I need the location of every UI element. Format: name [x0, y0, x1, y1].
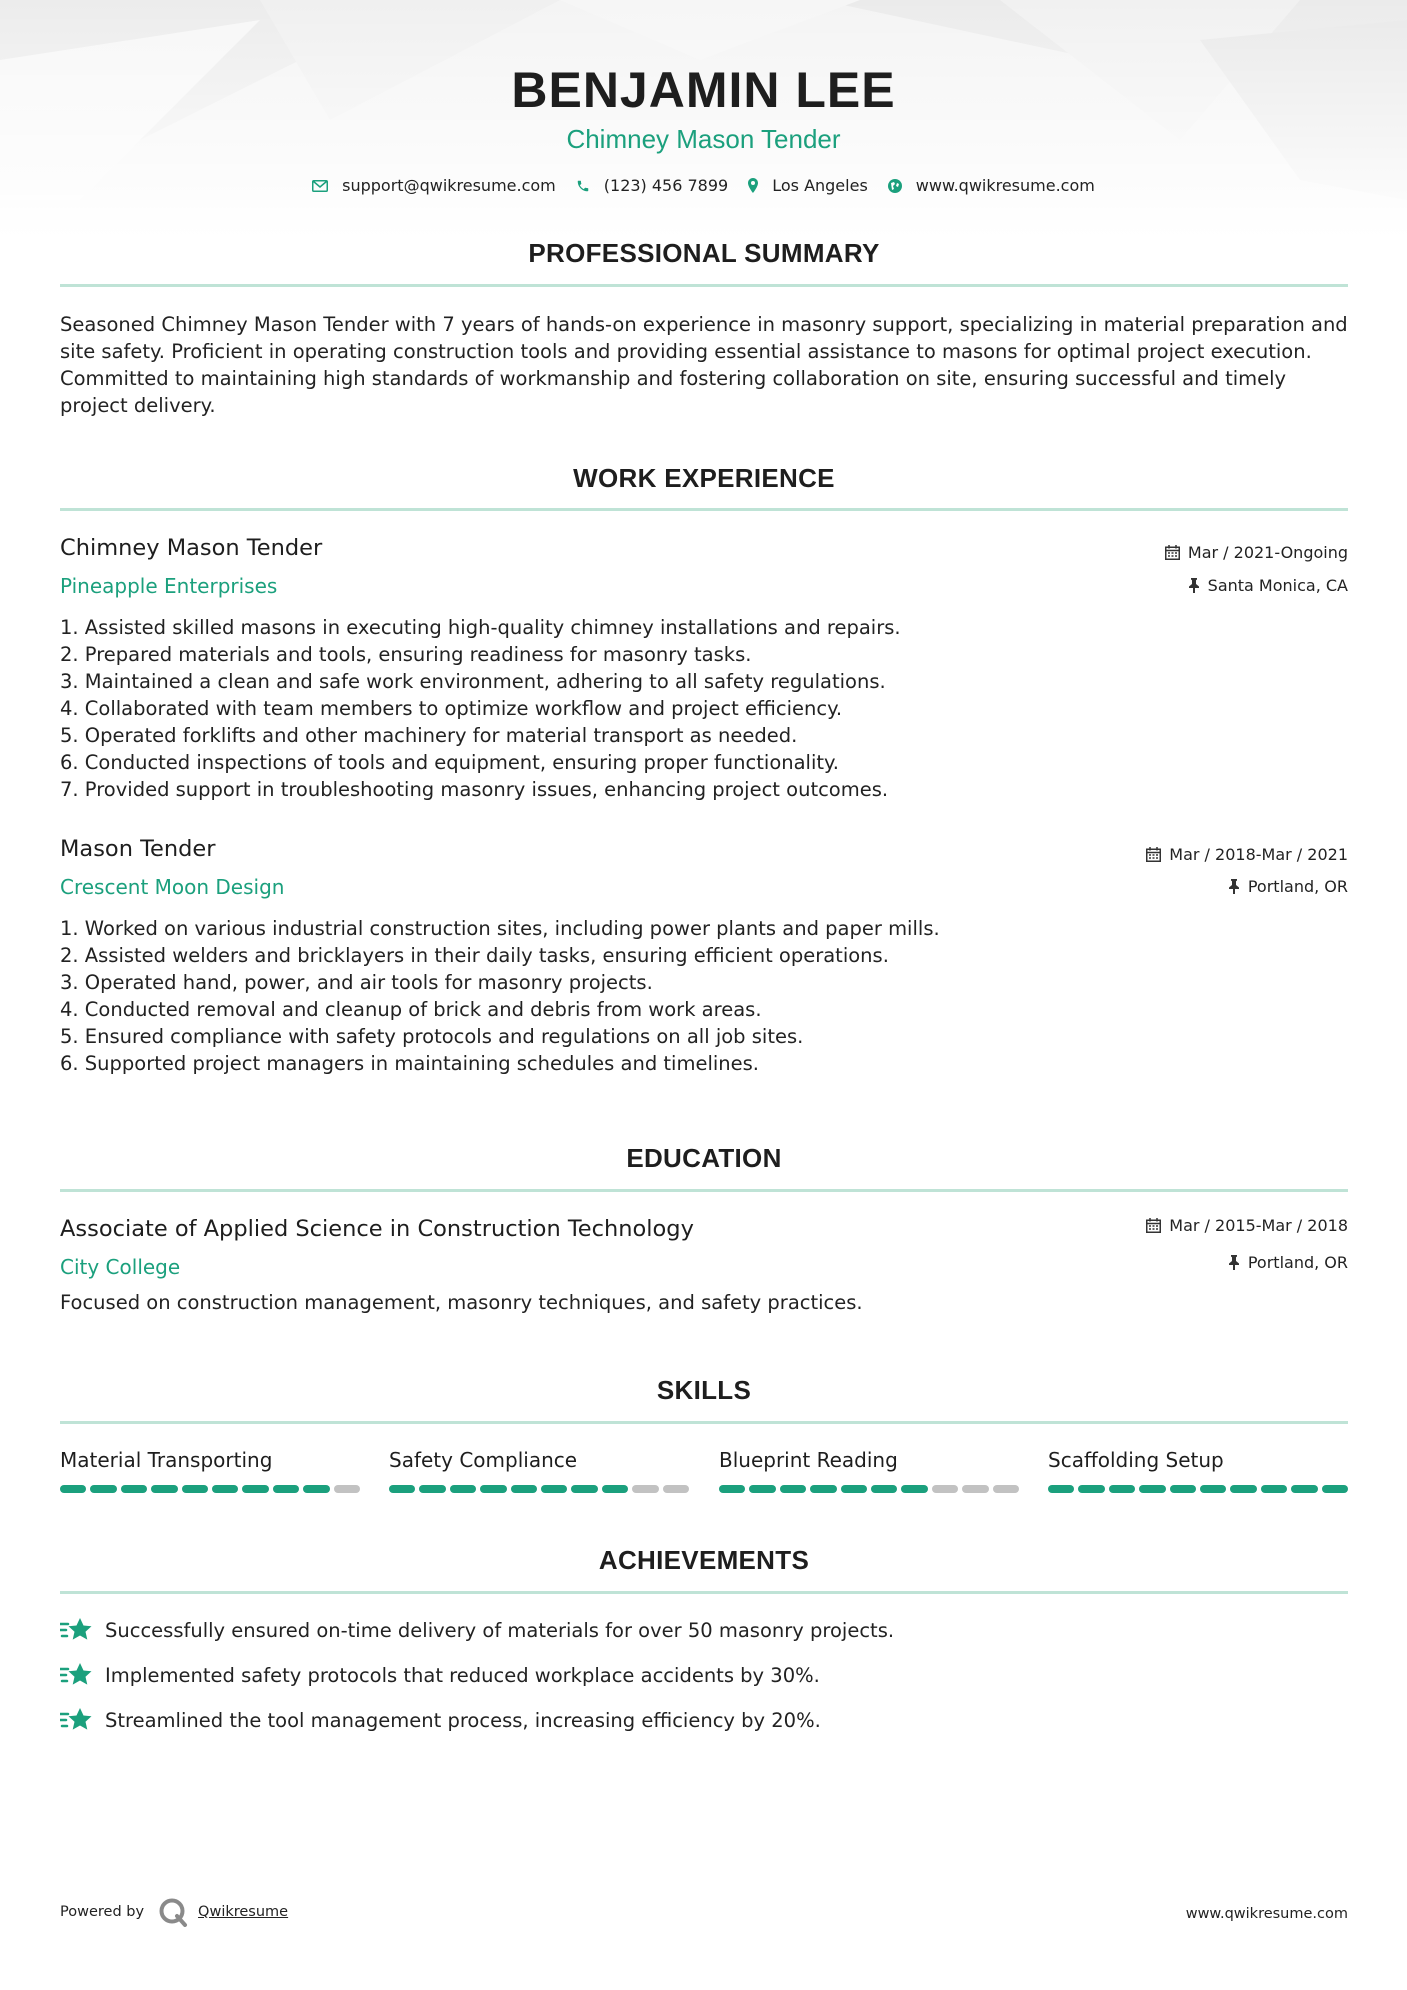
skill-segment-filled [1200, 1485, 1226, 1493]
skill-level-bar [719, 1485, 1019, 1493]
skill-segment-filled [60, 1485, 86, 1493]
summary-divider [60, 284, 1348, 287]
contact-website[interactable] [888, 176, 1095, 195]
star-icon [60, 1662, 93, 1688]
list-item: 2. Assisted welders and bricklayers in their daily tasks, ensuring efficient operations. [60, 944, 889, 967]
skill-segment-filled [1109, 1485, 1135, 1493]
skill-segment-empty [993, 1485, 1019, 1493]
list-item: 3. Maintained a clean and safe work environment, adhering to all safety regulations. [60, 670, 886, 693]
star-icon [60, 1707, 93, 1733]
powered-by-label: Powered by [60, 1904, 145, 1920]
skill-segment-empty [962, 1485, 988, 1493]
phone-icon [576, 179, 590, 193]
education-dates-text: Mar / 2015-Mar / 2018 [1169, 1216, 1348, 1235]
experience-heading: WORK EXPERIENCE [573, 463, 835, 493]
skill-segment-filled [571, 1485, 597, 1493]
skill-segment-filled [389, 1485, 415, 1493]
list-item: 1. Assisted skilled masons in executing high-quality chimney installations and repairs. [60, 616, 901, 639]
achievements-divider [60, 1591, 1348, 1594]
contact-website-text: www.qwikresume.com [915, 176, 1095, 195]
skill-blueprint-reading [719, 1447, 1019, 1493]
skill-name: Blueprint Reading [719, 1448, 898, 1472]
qwikresume-link[interactable]: Qwikresume [198, 1904, 289, 1920]
job-2-dates-text: Mar / 2018-Mar / 2021 [1169, 845, 1348, 864]
skill-segment-filled [780, 1485, 806, 1493]
skill-name: Material Transporting [60, 1448, 273, 1472]
skill-segment-empty [932, 1485, 958, 1493]
skill-segment-filled [1291, 1485, 1317, 1493]
pushpin-icon [1228, 879, 1240, 894]
skill-segment-filled [1139, 1485, 1165, 1493]
skill-segment-filled [841, 1485, 867, 1493]
list-item: 7. Provided support in troubleshooting masonry issues, enhancing project outcomes. [60, 778, 889, 801]
achievement-text: Streamlined the tool management process, increasing efficiency by 20%. [105, 1708, 821, 1732]
achievement-item [60, 1662, 820, 1688]
skill-material-transporting [60, 1447, 360, 1493]
achievement-item [60, 1707, 821, 1733]
education-description: Focused on construction management, masonry techniques, and safety practices. [60, 1291, 863, 1314]
job-2-dates [1146, 845, 1348, 864]
footer-website[interactable]: www.qwikresume.com [1185, 1906, 1348, 1922]
map-marker-icon [748, 178, 758, 193]
contact-phone[interactable] [576, 176, 728, 195]
star-icon [60, 1617, 93, 1643]
skill-segment-filled [541, 1485, 567, 1493]
education-divider [60, 1189, 1348, 1192]
list-item: 1. Worked on various industrial construction sites, including power plants and paper mills. [60, 917, 940, 940]
calendar-icon [1146, 847, 1161, 862]
skill-name: Safety Compliance [389, 1448, 578, 1472]
job-2-location [1228, 877, 1348, 896]
calendar-icon [1146, 1218, 1161, 1233]
skill-segment-filled [419, 1485, 445, 1493]
skill-segment-filled [901, 1485, 927, 1493]
list-item: 4. Conducted removal and cleanup of brick and debris from work areas. [60, 998, 762, 1021]
skill-segment-filled [1048, 1485, 1074, 1493]
list-item: 6. Conducted inspections of tools and equipment, ensuring proper functionality. [60, 751, 839, 774]
skill-segment-filled [749, 1485, 775, 1493]
skill-segment-filled [810, 1485, 836, 1493]
experience-divider [60, 508, 1348, 511]
candidate-title: Chimney Mason Tender [566, 124, 841, 154]
job-2-responsibilities [60, 915, 1340, 1077]
job-1-title: Chimney Mason Tender [60, 535, 323, 561]
skill-segment-filled [602, 1485, 628, 1493]
skill-name: Scaffolding Setup [1048, 1448, 1224, 1472]
skill-segment-filled [273, 1485, 299, 1493]
skill-safety-compliance [389, 1447, 689, 1493]
achievement-item [60, 1617, 894, 1643]
education-location-text: Portland, OR [1247, 1253, 1348, 1272]
skill-segment-filled [212, 1485, 238, 1493]
education-degree: Associate of Applied Science in Construction Technology [60, 1216, 694, 1242]
skill-segment-filled [1322, 1485, 1348, 1493]
job-2-location-text: Portland, OR [1247, 877, 1348, 896]
skill-segment-filled [1078, 1485, 1104, 1493]
job-1-location [1188, 576, 1348, 595]
skill-segment-empty [334, 1485, 360, 1493]
skill-segment-filled [303, 1485, 329, 1493]
skill-segment-filled [871, 1485, 897, 1493]
job-1-dates-text: Mar / 2021-Ongoing [1187, 543, 1348, 562]
job-2-company: Crescent Moon Design [60, 875, 285, 899]
skill-level-bar [60, 1485, 360, 1493]
achievement-text: Implemented safety protocols that reduced workplace accidents by 30%. [105, 1663, 820, 1687]
education-school: City College [60, 1255, 181, 1279]
candidate-name: BENJAMIN LEE [511, 62, 896, 118]
skill-segment-filled [719, 1485, 745, 1493]
skill-scaffolding-setup [1048, 1447, 1348, 1493]
globe-icon [888, 179, 902, 193]
skill-segment-filled [1261, 1485, 1287, 1493]
job-1-dates [1165, 543, 1348, 562]
list-item: 2. Prepared materials and tools, ensuring readiness for masonry tasks. [60, 643, 752, 666]
list-item: 3. Operated hand, power, and air tools for masonry projects. [60, 971, 653, 994]
qwikresume-logo-icon [158, 1897, 188, 1927]
skill-level-bar [389, 1485, 689, 1493]
skill-segment-empty [663, 1485, 689, 1493]
skill-segment-filled [90, 1485, 116, 1493]
skill-segment-filled [450, 1485, 476, 1493]
contact-phone-text: (123) 456 7899 [603, 176, 729, 195]
job-1-location-text: Santa Monica, CA [1207, 576, 1348, 595]
list-item: 4. Collaborated with team members to optimize workflow and project efficiency. [60, 697, 843, 720]
skill-level-bar [1048, 1485, 1348, 1493]
list-item: 5. Ensured compliance with safety protocols and regulations on all job sites. [60, 1025, 804, 1048]
skills-heading: SKILLS [656, 1375, 752, 1405]
resume-header [0, 58, 1407, 195]
list-item: 5. Operated forklifts and other machinery for material transport as needed. [60, 724, 798, 747]
education-dates [1146, 1216, 1348, 1235]
skill-segment-filled [182, 1485, 208, 1493]
pushpin-icon [1188, 578, 1200, 593]
education-heading: EDUCATION [626, 1143, 782, 1173]
list-item: 6. Supported project managers in maintaining schedules and timelines. [60, 1052, 760, 1075]
calendar-icon [1165, 545, 1180, 560]
skill-segment-filled [480, 1485, 506, 1493]
skill-segment-filled [1230, 1485, 1256, 1493]
education-location [1228, 1253, 1348, 1272]
skills-divider [60, 1421, 1348, 1424]
job-1-responsibilities [60, 614, 1340, 803]
contact-location [748, 176, 868, 195]
contact-bar [0, 176, 1407, 195]
skill-segment-filled [1170, 1485, 1196, 1493]
job-1-company: Pineapple Enterprises [60, 574, 278, 598]
envelope-icon [312, 180, 328, 192]
achievement-text: Successfully ensured on-time delivery of materials for over 50 masonry projects. [105, 1618, 895, 1642]
summary-text: Seasoned Chimney Mason Tender with 7 years of hands-on experience in masonry support, specializing in material preparation and site safety. Proficient in operating construction tools and providing essential assistance to masons for optimal project execution. Committed to maintaining high standards of workmanship and fostering collaboration on site, ensuring successful and timely project delivery. [60, 313, 1348, 417]
achievements-heading: ACHIEVEMENTS [598, 1545, 810, 1575]
contact-location-text: Los Angeles [772, 176, 868, 195]
skill-segment-empty [632, 1485, 658, 1493]
skill-segment-filled [242, 1485, 268, 1493]
pushpin-icon [1228, 1255, 1240, 1270]
footer-powered-by [60, 1897, 288, 1927]
skill-segment-filled [151, 1485, 177, 1493]
summary-heading: PROFESSIONAL SUMMARY [528, 238, 880, 268]
skill-segment-filled [511, 1485, 537, 1493]
contact-email-text: support@qwikresume.com [342, 176, 556, 195]
job-2-title: Mason Tender [60, 836, 216, 862]
skill-segment-filled [121, 1485, 147, 1493]
contact-email[interactable] [312, 176, 556, 195]
